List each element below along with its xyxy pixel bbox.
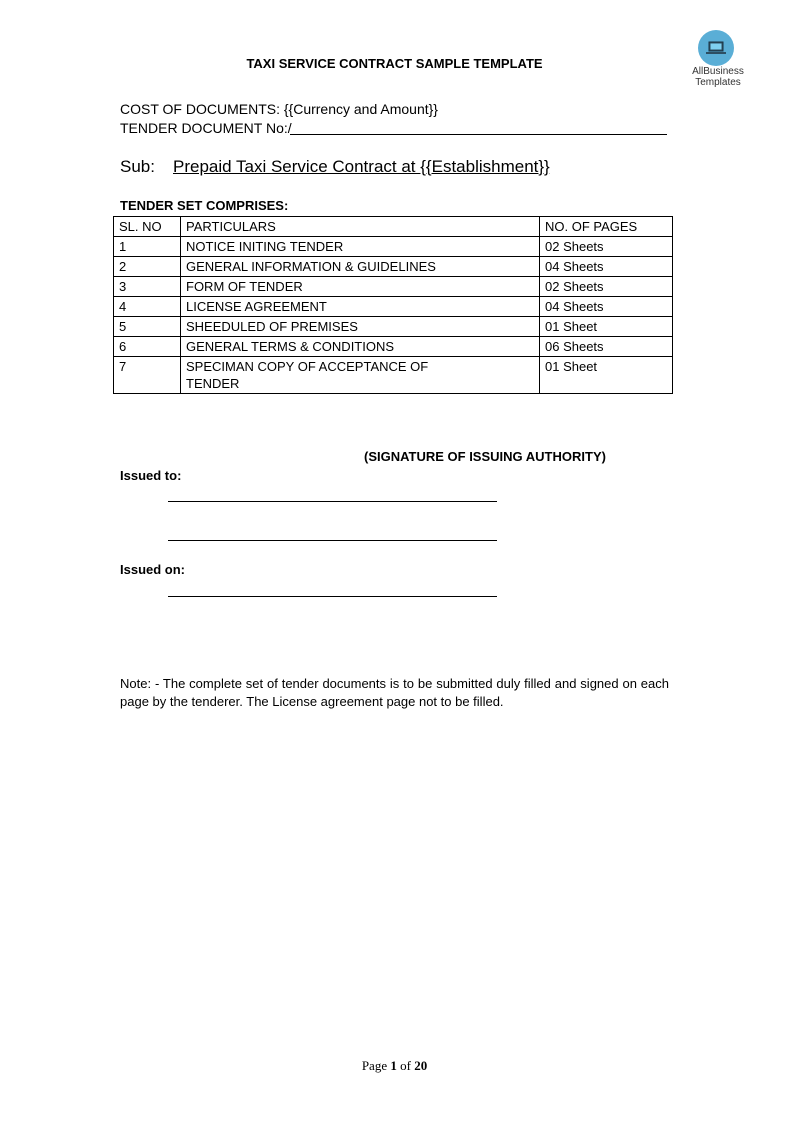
cell-particulars: FORM OF TENDER <box>181 277 540 297</box>
cell-pages: 06 Sheets <box>540 337 673 357</box>
header-particulars: PARTICULARS <box>181 217 540 237</box>
cell-sl: 3 <box>114 277 181 297</box>
table-row <box>114 257 673 277</box>
logo-line2: Templates <box>695 77 741 88</box>
particulars-line1: SPECIMAN COPY OF ACCEPTANCE OF <box>186 359 429 374</box>
cost-of-documents: COST OF DOCUMENTS: {{Currency and Amount}} <box>120 101 438 117</box>
cell-pages: 04 Sheets <box>540 297 673 317</box>
cell-pages: 02 Sheets <box>540 237 673 257</box>
table-row <box>114 337 673 357</box>
subject-text: Prepaid Taxi Service Contract at {{Establishment}} <box>173 157 550 176</box>
table-row <box>114 317 673 337</box>
cell-particulars: SHEEDULED OF PREMISES <box>181 317 540 337</box>
issued-on-blank-line <box>168 596 497 597</box>
particulars-line2: TENDER <box>186 376 240 391</box>
table-row <box>114 297 673 317</box>
tender-document-no-blank <box>290 134 667 135</box>
signature-of-issuing-authority: (SIGNATURE OF ISSUING AUTHORITY) <box>364 449 606 464</box>
cell-sl: 1 <box>114 237 181 257</box>
cell-particulars: LICENSE AGREEMENT <box>181 297 540 317</box>
table-row <box>114 237 673 257</box>
cell-particulars-multiline <box>181 357 540 394</box>
header-sl-no: SL. NO <box>114 217 181 237</box>
tender-set-table <box>113 216 673 394</box>
footer-current-page: 1 <box>390 1058 397 1073</box>
tender-document-no-label: TENDER DOCUMENT No:/ <box>120 120 292 136</box>
issued-to-label: Issued to: <box>120 468 182 483</box>
cell-sl: 5 <box>114 317 181 337</box>
cell-pages: 01 Sheet <box>540 357 673 394</box>
table-header-row <box>114 217 673 237</box>
cell-sl: 4 <box>114 297 181 317</box>
cell-sl: 6 <box>114 337 181 357</box>
footer-total-pages: 20 <box>414 1058 428 1073</box>
document-title: TAXI SERVICE CONTRACT SAMPLE TEMPLATE <box>246 56 543 71</box>
cell-pages: 02 Sheets <box>540 277 673 297</box>
subject-label: Sub: <box>120 157 155 176</box>
cell-particulars: GENERAL TERMS & CONDITIONS <box>181 337 540 357</box>
table-row <box>114 277 673 297</box>
logo-line1: AllBusiness <box>692 66 744 77</box>
table-row <box>114 357 673 394</box>
header-no-of-pages: NO. OF PAGES <box>540 217 673 237</box>
cell-sl: 2 <box>114 257 181 277</box>
cell-sl: 7 <box>114 357 181 394</box>
cell-particulars: NOTICE INITING TENDER <box>181 237 540 257</box>
cell-pages: 01 Sheet <box>540 317 673 337</box>
issued-to-blank-line-2 <box>168 540 497 541</box>
laptop-icon <box>705 40 727 56</box>
issued-to-blank-line-1 <box>168 501 497 502</box>
footer-of-word: of <box>400 1058 411 1073</box>
cell-pages: 04 Sheets <box>540 257 673 277</box>
issued-on-label: Issued on: <box>120 562 186 577</box>
tender-set-heading: TENDER SET COMPRISES: <box>120 198 289 213</box>
page-footer <box>0 1058 789 1074</box>
note-paragraph: Note: - The complete set of tender documents is to be submitted duly filled and signed on each page by the tenderer. The License agreement page not to be filled. <box>120 676 669 709</box>
cell-particulars: GENERAL INFORMATION & GUIDELINES <box>181 257 540 277</box>
footer-page-word: Page <box>361 1058 388 1073</box>
